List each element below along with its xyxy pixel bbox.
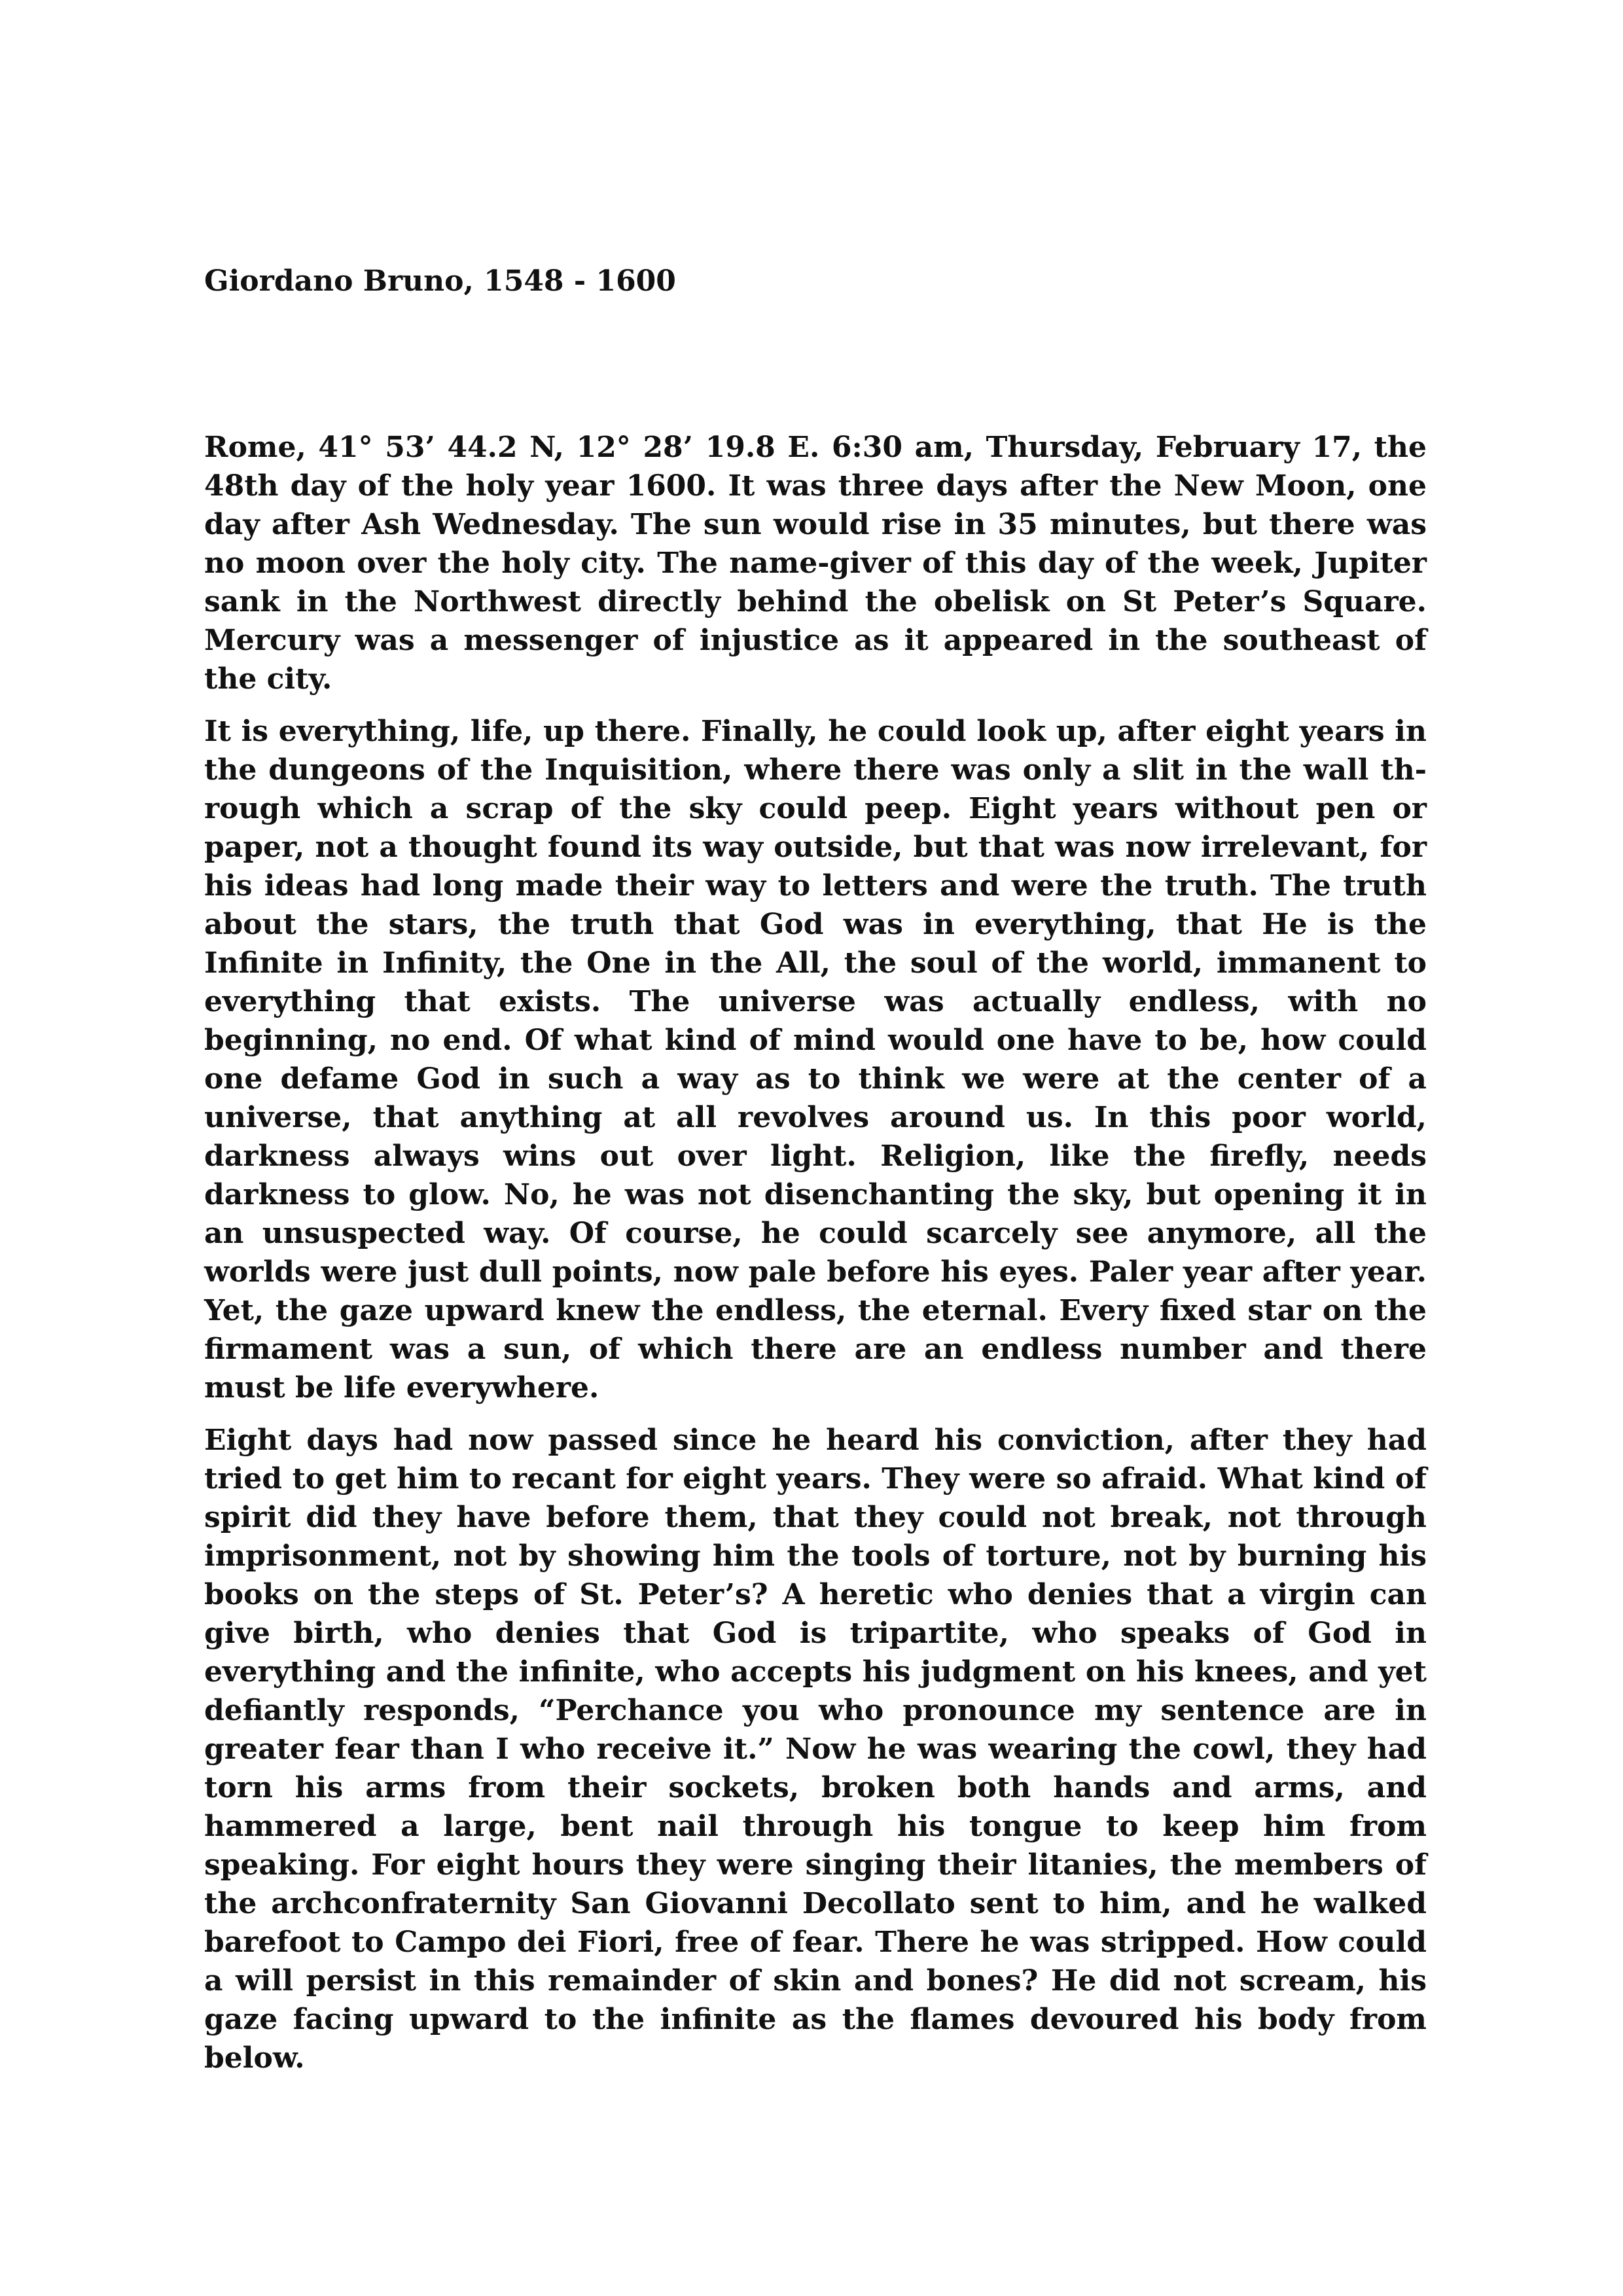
paragraph-looking-up: It is everything, life, up there. Finally, he could look up, after eight years in the dungeons of the Inquisition, where there was only a slit in the wall through which a scrap of the sky could peep. Eight years without pen or paper, not a thought found its way outside, but that was now irrelevant, for his ideas had long made their way to letters and were the truth. The truth about the stars, the truth that God was in everything, that He is the Infinite in Infinity, the One in the All, the soul of the world, immanent to everything that exists. The universe was actually endless, with no beginning, no end. Of what kind of mind would one have to be, how could one defame God in such a way as to think we were at the center of a universe, that anything at all revolves around us. In this poor world, darkness always wins out over light. Religion, like the firefly, needs darkness to glow. No, he was not disenchanting the sky, but opening it in an unsuspected way. Of course, he could scarcely see anymore, all the worlds were just dull points, now pale before his eyes. Paler year after year. Yet, the gaze upward knew the endless, the eternal. Every fixed star on the firmament was a sun, of which there are an endless number and there must be life everywhere. (204, 715, 1427, 1405)
document-title: Giordano Bruno, 1548 - 1600 (204, 264, 676, 298)
paragraph-execution: Eight days had now passed since he heard his conviction, after they had tried to get him to recant for eight years. They were so afraid. What kind of spirit did they have before them, that they could not break, not through imprisonment, not by showing him the tools of torture, not by burning his books on the steps of St. Peter’s? A heretic who denies that a virgin can give birth, who denies that God is tripartite, who speaks of God in everything and the infinite, who accepts his judgment on his knees, and yet defiantly responds, “Perchance you who pronounce my sentence are in greater fear than I who receive it.” Now he was wearing the cowl, they had torn his arms from their sockets, broken both hands and arms, and hammered a large, bent nail through his tongue to keep him from speaking. For eight hours they were singing their litanies, the members of the archconfraternity San Giovanni Decollato sent to him, and he walked barefoot to Campo dei Fiori, free of fear. There he was stripped. How could a will persist in this remainder of skin and bones? He did not scream, his gaze facing upward to the infinite as the flames devoured his body from below. (204, 1424, 1427, 2075)
document-body (204, 428, 1427, 2091)
paragraph-rome-setting: Rome, 41° 53’ 44.2 N, 12° 28’ 19.8 E. 6:30 am, Thursday, February 17, the 48th day of the holy year 1600. It was three days after the New Moon, one day after Ash Wednesday. The sun would rise in 35 minutes, but there was no moon over the holy city. The name-giver of this day of the week, Jupiter sank in the Northwest directly behind the obelisk on St Peter’s Square. Mercury was a messenger of injustice as it appeared in the southeast of the city. (204, 431, 1427, 696)
